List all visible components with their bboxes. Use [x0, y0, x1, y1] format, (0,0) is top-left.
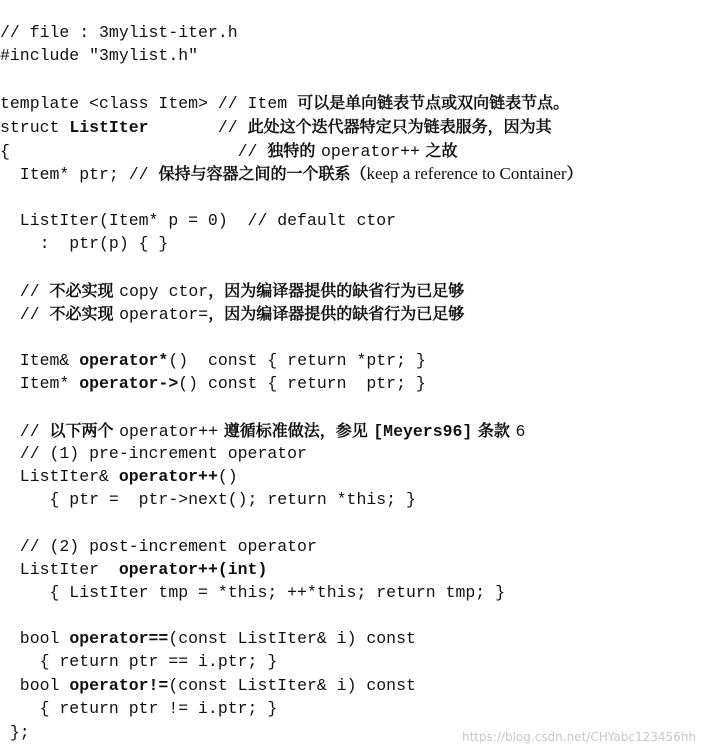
struct-name: ListIter [69, 118, 149, 137]
incr-comment-prefix: // [0, 422, 50, 441]
assign-comment [0, 303, 464, 325]
template-note: 可以是单向链表节点或双向链表节点。 [297, 93, 570, 112]
inequality-operator-name: operator!= [69, 676, 169, 695]
equality-body: { return ptr == i.ptr; } [0, 652, 278, 671]
equality-return-type: bool [0, 629, 70, 648]
deref-operator-name: operator* [79, 351, 169, 370]
brace-note-1: 独特的 [267, 141, 321, 160]
increment-comment [0, 420, 525, 442]
struct-keyword: struct [0, 118, 70, 137]
pre-increment-body: { ptr = ptr->next(); return *this; } [0, 490, 416, 509]
deref-return-type: Item& [0, 351, 80, 370]
equality-params: (const ListIter& i) const [168, 629, 416, 648]
inequality-body: { return ptr != i.ptr; } [0, 699, 278, 718]
assign-comment-note-1: 不必实现 [49, 304, 120, 323]
member-note: 保持与容器之间的一个联系（ [158, 164, 367, 183]
copy-comment-code: copy ctor [119, 282, 209, 301]
deref-operator-body: () const { return *ptr; } [168, 351, 426, 370]
brace-code: operator++ [320, 142, 420, 161]
incr-comment-ref: [Meyers96] [373, 422, 473, 441]
member-note-english: keep a reference to Container [366, 164, 567, 183]
copy-comment-note-1: 不必实现 [49, 281, 120, 300]
arrow-operator-line [0, 373, 426, 395]
closing-brace: }; [0, 723, 30, 742]
deref-operator-line [0, 350, 426, 372]
assign-comment-prefix: // [0, 305, 50, 324]
brace-note-2: 之故 [419, 141, 458, 160]
watermark: https://blog.csdn.net/CHYabc123456hh [461, 730, 696, 744]
incr-comment-note-3: 条款 [472, 421, 516, 440]
pre-increment-signature [0, 466, 238, 488]
inequality-return-type: bool [0, 676, 70, 695]
member-line [0, 163, 583, 185]
incr-comment-note-2: 遵循标准做法，参见 [218, 421, 374, 440]
post-increment-return-type: ListIter [0, 560, 119, 579]
brace-comment-start: // [9, 142, 268, 161]
pre-increment-operator-name: operator++ [118, 467, 218, 486]
template-code: template <class Item> // Item [0, 94, 298, 113]
post-increment-body: { ListIter tmp = *this; ++*this; return tmp; } [0, 583, 505, 602]
equality-operator-name: operator== [69, 629, 169, 648]
file-comment: // file : 3mylist-iter.h [0, 23, 238, 42]
inequality-signature [0, 675, 416, 697]
struct-comment-start: // [148, 118, 248, 137]
post-increment-operator-name: operator++(int) [118, 560, 268, 579]
include-line: #include "3mylist.h" [0, 46, 199, 65]
copy-comment-prefix: // [0, 282, 50, 301]
assign-comment-note-2: ，因为编译器提供的缺省行为已足够 [208, 304, 465, 323]
post-increment-signature [0, 559, 267, 581]
struct-line [0, 116, 552, 138]
ctor-line: ListIter(Item* p = 0) // default ctor [0, 211, 397, 230]
assign-comment-code: operator= [119, 305, 209, 324]
template-line [0, 92, 569, 114]
inequality-params: (const ListIter& i) const [168, 676, 416, 695]
arrow-operator-name: operator-> [79, 374, 179, 393]
ctor-init-line: : ptr(p) { } [0, 234, 169, 253]
pre-increment-return-type: ListIter& [0, 467, 119, 486]
incr-comment-code: operator++ [119, 422, 219, 441]
open-brace: { [0, 142, 10, 161]
pre-increment-comment: // (1) pre-increment operator [0, 444, 307, 463]
incr-comment-item-number: 6 [515, 422, 526, 441]
arrow-operator-body: () const { return ptr; } [178, 374, 426, 393]
member-note-close: ） [566, 164, 583, 183]
member-code: Item* ptr; // [0, 165, 159, 184]
copy-comment-note-2: ，因为编译器提供的缺省行为已足够 [208, 281, 465, 300]
equality-signature [0, 628, 416, 650]
copy-ctor-comment [0, 280, 464, 302]
brace-line [0, 140, 458, 162]
pre-increment-params: () [217, 467, 238, 486]
post-increment-comment: // (2) post-increment operator [0, 537, 317, 556]
struct-note: 此处这个迭代器特定只为链表服务，因为其 [247, 117, 552, 136]
arrow-return-type: Item* [0, 374, 80, 393]
incr-comment-note-1: 以下两个 [49, 421, 120, 440]
